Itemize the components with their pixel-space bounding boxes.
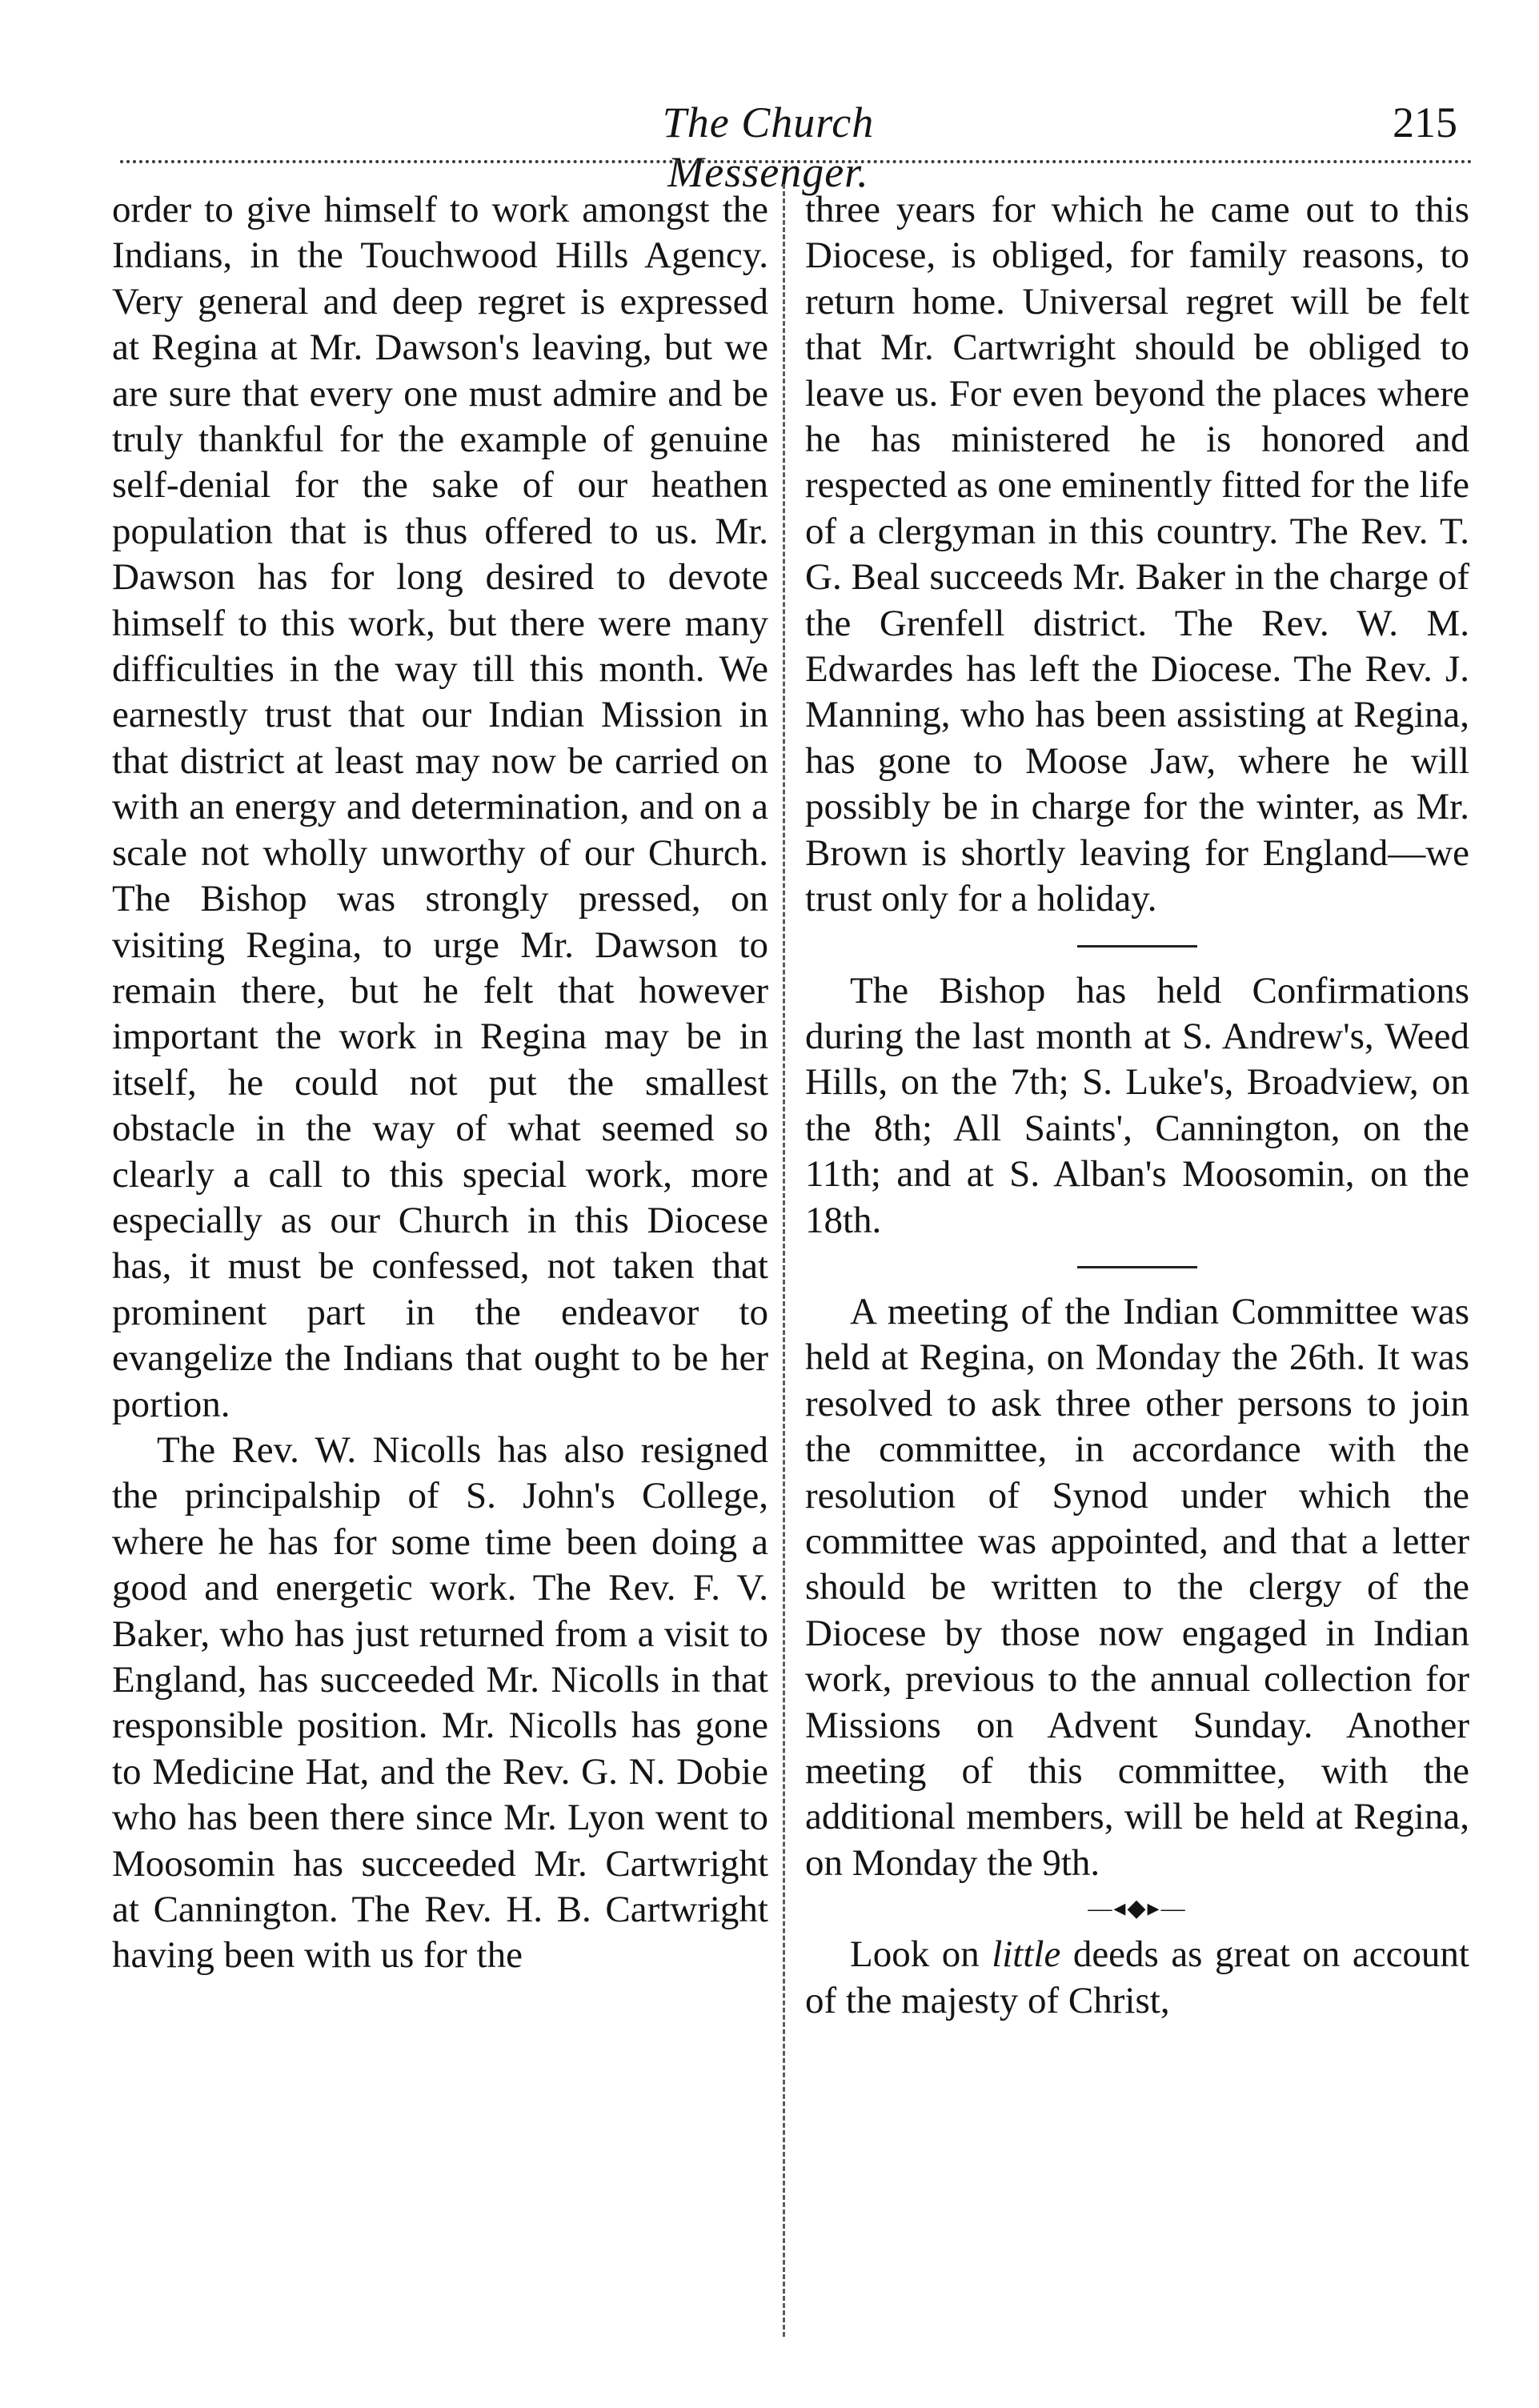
italic-word: little [992,1933,1061,1976]
separator-rule [1077,1266,1197,1268]
left-paragraph-1: order to give himself to work amongst the Indians, in the Touchwood Hills Agency. Very general and deep regret is expressed at Regina at Mr. Dawson's leaving, but we are sure that every one must admire and be truly thankful for the example of genuine self-denial for the sake of our heathen population that is thus offered to us. Mr. Dawson has for long desired to devote himself to this work, but there were many difficulties in the way till this month. We earnestly trust that our Indian Mission in that district at least may now be carried on with an energy and determination, and on a scale not wholly unworthy of our Church. The Bishop was strongly pressed, on visiting Regina, to urge Mr. Dawson to remain there, but he felt that however important the work in Regina may be in itself, he could not put the smallest obstacle in the way of what seemed so clearly a call to this special work, more especially as our Church in this Diocese has, it must be confessed, not taken that prominent part in the endeavor to evangelize the Indians that ought to be her portion. [112,189,768,1425]
right-paragraph-4-start: Look on [850,1933,992,1976]
right-paragraph-4-end: deeds as great on account of the majesty of Christ, [805,1933,1469,2021]
ornament-divider: —◂◆▸— [1088,1895,1187,1922]
column-divider [783,184,785,2337]
right-paragraph-2: The Bishop has held Confirmations during the last month at S. Andrew's, Weed Hills, on the 7th; S. Luke's, Broadview, on the 8th; All Saints', Cannington, on the 11th; and at S. Alban's Moosomin, on the 18th. [805,969,1469,1241]
right-column [805,187,1469,2024]
page-header [0,98,1539,196]
right-paragraph-4 [805,1932,1469,2024]
section-separator-2 [805,1244,1469,1289]
separator-rule [1077,945,1197,948]
left-column [112,187,768,1979]
running-title: The Church Messenger. [662,98,875,196]
right-paragraph-1: three years for which he came out to this Diocese, is obliged, for family reasons, to return home. Universal regret will be felt that Mr. Cartwright should be obliged to leave us. For even beyond the places where he has ministered he is honored and respected as one eminently fitted for the life of a clergyman in this country. The Rev. T. G. Beal succeeds Mr. Baker in the charge of the Grenfell district. The Rev. W. M. Edwardes has left the Diocese. The Rev. J. Manning, who has been assisting at Regina, has gone to Moose Jaw, where he will possibly be in charge for the winter, as Mr. Brown is shortly leaving for England—we trust only for a holiday. [805,189,1469,920]
page-number: 215 [1393,98,1457,146]
section-separator-3 [805,1886,1469,1932]
section-separator-1 [805,923,1469,968]
right-paragraph-3: A meeting of the Indian Committee was held at Regina, on Monday the 26th. It was resolved to ask three other persons to join the committee, in accordance with the resolution of Synod under which the committee was appointed, and that a letter should be written to the clergy of the Diocese by those now engaged in Indian work, previous to the annual collection for Missions on Advent Sunday. Another meeting of this committee, with the additional members, will be held at Regina, on Monday the 9th. [805,1290,1469,1884]
left-paragraph-2: The Rev. W. Nicolls has also resigned the principalship of S. John's College, where he has for some time been doing a good and energetic work. The Rev. F. V. Baker, who has just returned from a visit to England, has succeeded Mr. Nicolls in that responsible position. Mr. Nicolls has gone to Medicine Hat, and the Rev. G. N. Dobie who has been there since Mr. Lyon went to Moosomin has succeeded Mr. Cartwright at Cannington. The Rev. H. B. Cartwright having been with us for the [112,1428,768,1977]
header-rule [120,160,1473,163]
